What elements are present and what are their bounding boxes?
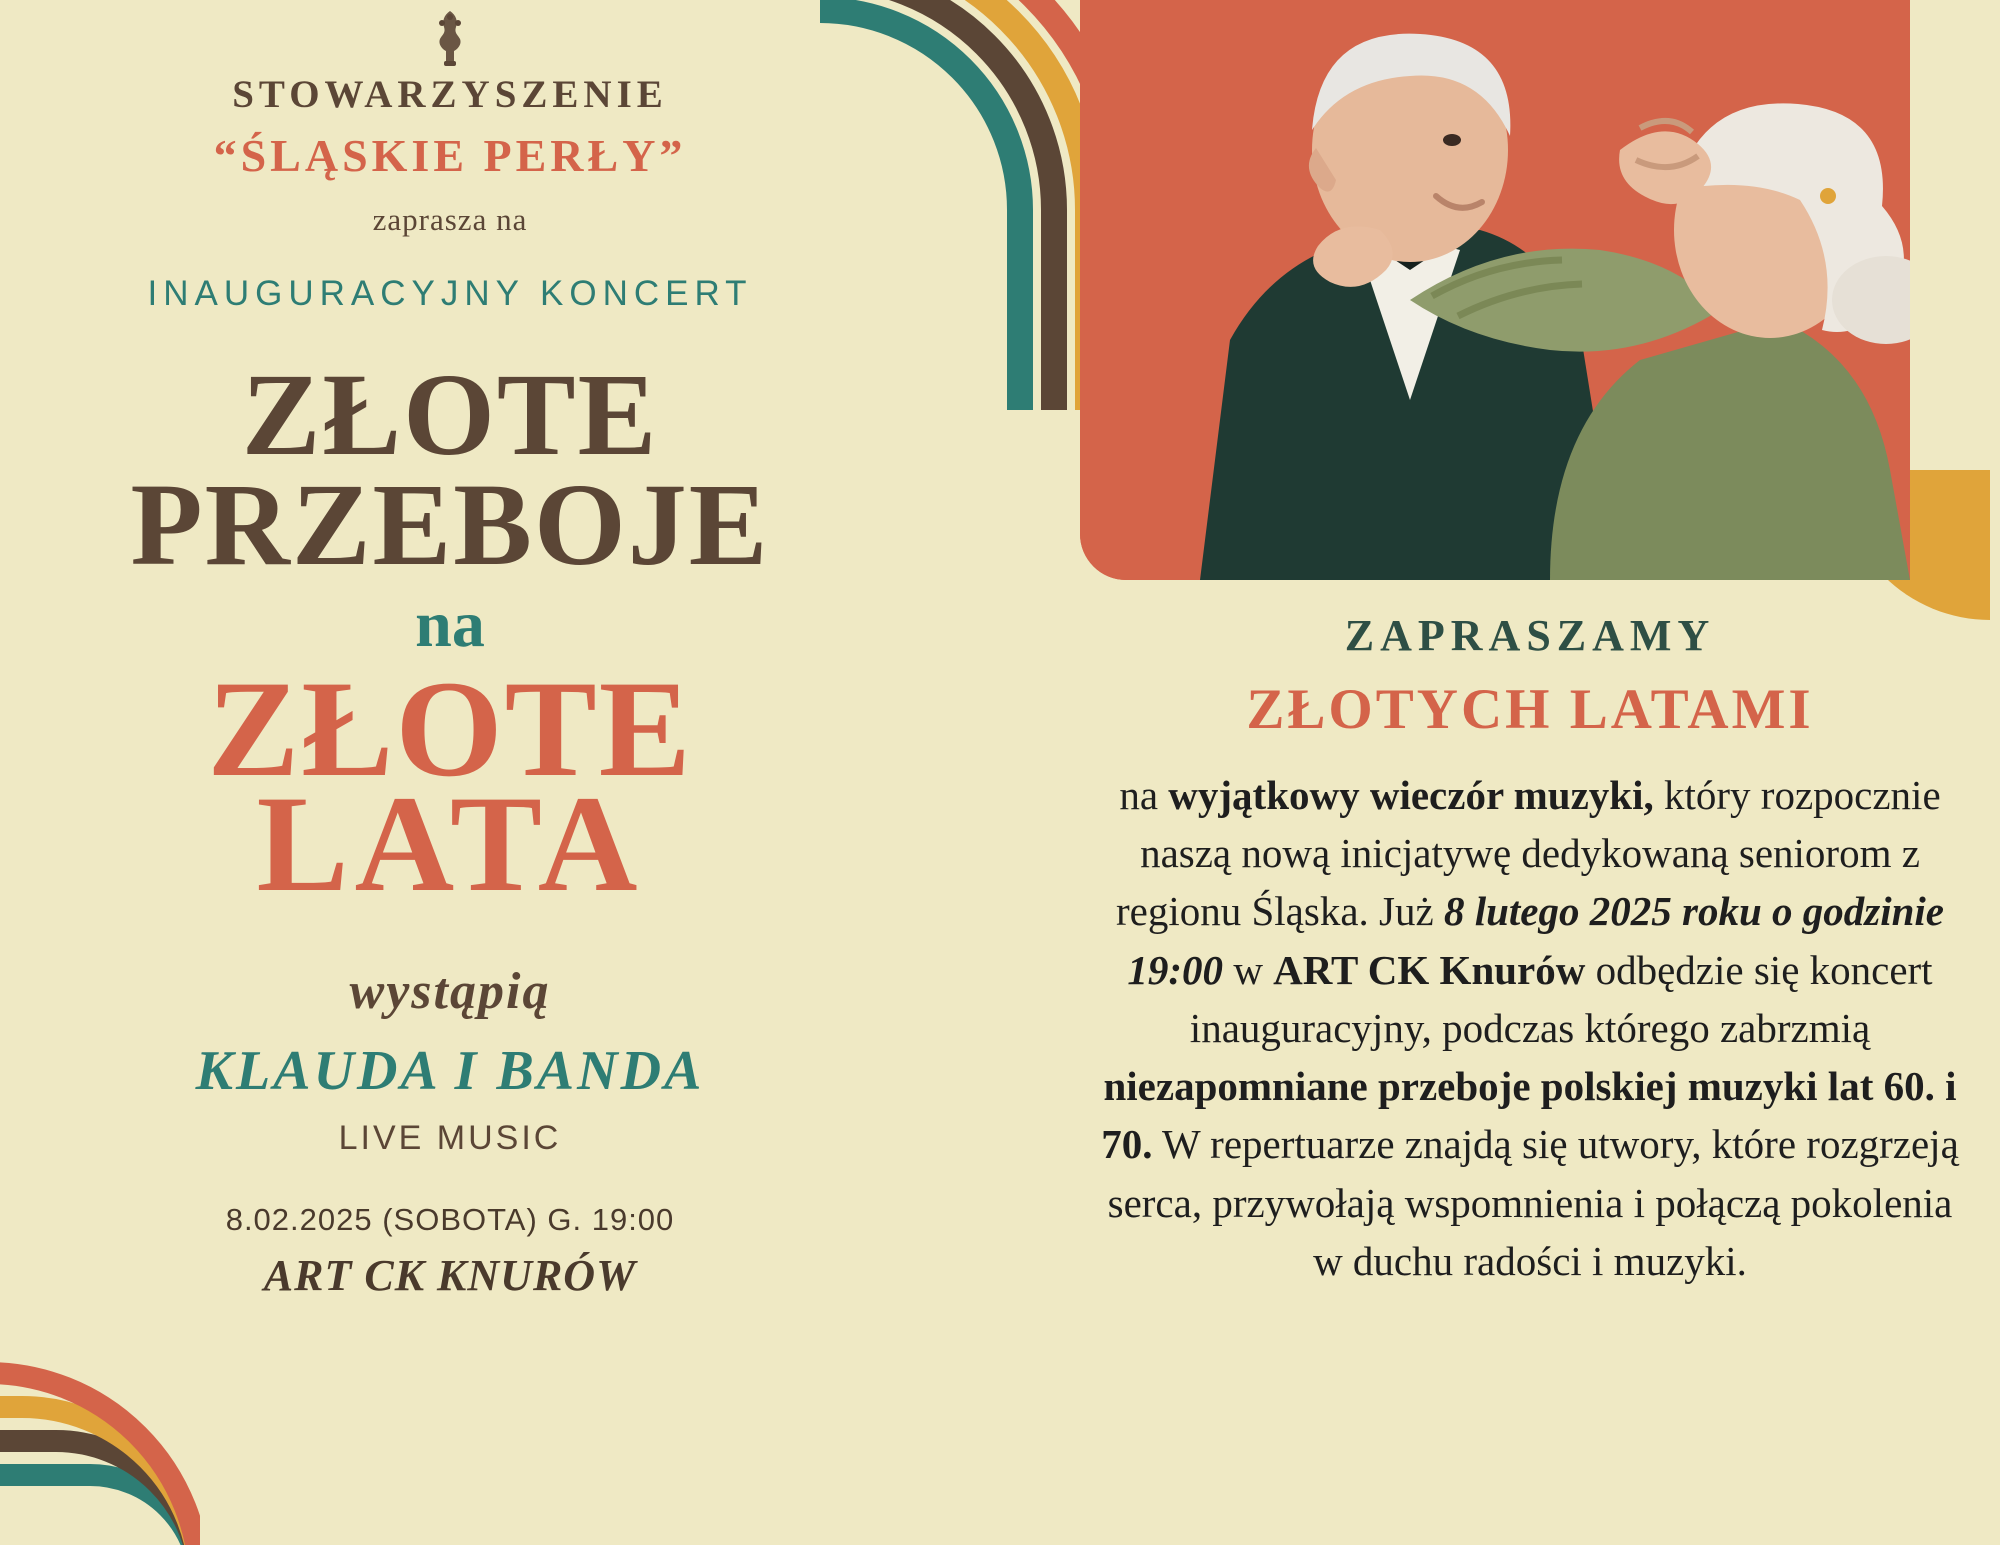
invite-heading: ZAPRASZAMY [1344,611,1716,660]
couple-dancing-photo [1080,0,1910,580]
right-text-block [1100,610,1960,1290]
title-line-1: ZŁOTE [241,349,659,480]
invite-subheading: ZŁOTYCH LATAMI [1246,678,1814,741]
left-column [0,0,900,1545]
performers-label: wystąpią [349,963,551,1021]
event-date-time: 8.02.2025 (SOBOTA) G. 19:00 [225,1202,675,1238]
organization-title: “ŚLĄSKIE PERŁY” [213,130,687,181]
live-music-label: LIVE MUSIC [338,1119,562,1158]
concert-kicker: INAUGURACYJNY KONCERT [147,274,753,313]
ornament-logo-icon [0,8,900,70]
title-line-3: ZŁOTE [207,652,693,806]
organization-name: STOWARZYSZENIE [232,73,668,116]
right-column [1080,0,2000,1545]
title-line-2: PRZEBOJE [130,458,770,590]
title-line-4: LATA [256,766,644,920]
invite-body-copy: na wyjątkowy wieczór muzyki, który rozpocznie naszą nową inicjatywę dedykowaną seniorom z regionu Śląska. Już 8 lutego 2025 roku o godzinie 19:00 w ART CK Knurów odbędzie się koncert inauguracyjny, podczas którego zabrzmią niezapomniane przeboje polskiej muzyki lat 60. i 70. W repertuarze znajdą się utwory, które rozgrzeją serca, przywołają wspomnienia i połączą pokolenia w duchu radości i muzyki. [1101,772,1959,1284]
title-connector: na [415,588,485,662]
invites-text: zaprasza na [372,202,528,237]
event-venue: ART CK KNURÓW [263,1251,637,1301]
band-name: KLAUDA I BANDA [195,1040,705,1103]
